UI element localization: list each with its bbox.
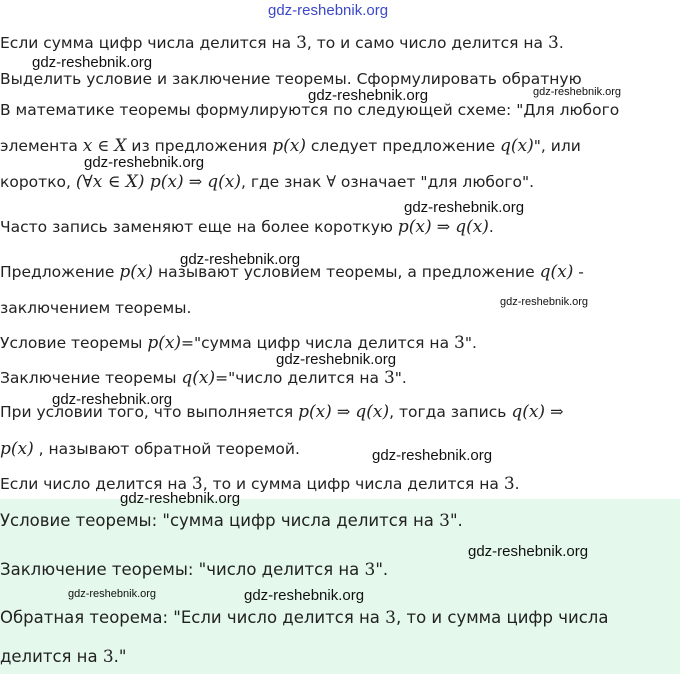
text-line-1: Если сумма цифр числа делится на 3, то и само число делится на 3. — [0, 33, 564, 53]
text-line-7: Предложение p(x) называют условием теоремы, а предложение q(x) - — [0, 262, 584, 282]
text-line-8: заключением теоремы. — [0, 299, 192, 317]
watermark: gdz-reshebnik.org — [244, 587, 365, 604]
watermark: gdz-reshebnik.org — [32, 54, 153, 71]
answer-line-4: делится на 3." — [0, 647, 127, 667]
watermark: gdz-reshebnik.org — [180, 251, 301, 268]
answer-line-3: Обратная теорема: "Если число делится на 3, то и сумма цифр числа — [0, 608, 609, 628]
text-line-5: коротко, (∀x ∈ X) p(x) ⇒ q(x), где знак ∀ означает "для любого". — [0, 172, 535, 192]
watermark: gdz-reshebnik.org — [372, 447, 493, 464]
watermark: gdz-reshebnik.org — [84, 154, 205, 171]
watermark: gdz-reshebnik.org — [533, 86, 622, 98]
watermark: gdz-reshebnik.org — [468, 543, 589, 560]
answer-line-1: Условие теоремы: "сумма цифр числа делится на 3". — [0, 511, 463, 531]
text-line-11: При условии того, что выполняется p(x) ⇒ q(x), тогда запись q(x) ⇒ — [0, 402, 564, 422]
watermark: gdz-reshebnik.org — [68, 588, 157, 600]
text-line-12: p(x) , называют обратной теоремой. — [0, 439, 300, 459]
text-line-6: Часто запись заменяют еще на более короткую p(x) ⇒ q(x). — [0, 217, 494, 237]
watermark: gdz-reshebnik.org — [500, 296, 589, 308]
text-line-10: Заключение теоремы q(x)="число делится на 3". — [0, 368, 407, 388]
watermark: gdz-reshebnik.org — [308, 87, 429, 104]
text-line-2: Выделить условие и заключение теоремы. Сформулировать обратную — [0, 70, 582, 88]
text-line-13: Если число делится на 3, то и сумма цифр числа делится на 3. — [0, 474, 520, 494]
watermark: gdz-reshebnik.org — [276, 351, 397, 368]
watermark: gdz-reshebnik.org — [268, 2, 389, 19]
text-line-9: Условие теоремы p(x)="сумма цифр числа делится на 3". — [0, 333, 477, 353]
watermark: gdz-reshebnik.org — [404, 199, 525, 216]
text-line-3: В математике теоремы формулируются по следующей схеме: "Для любого — [0, 101, 620, 119]
watermark: gdz-reshebnik.org — [120, 490, 241, 507]
text-line-4: элемента x ∈ X из предложения p(x) следует предложение q(x)", или — [0, 136, 581, 156]
answer-line-2: Заключение теоремы: "число делится на 3". — [0, 560, 389, 580]
watermark: gdz-reshebnik.org — [52, 391, 173, 408]
